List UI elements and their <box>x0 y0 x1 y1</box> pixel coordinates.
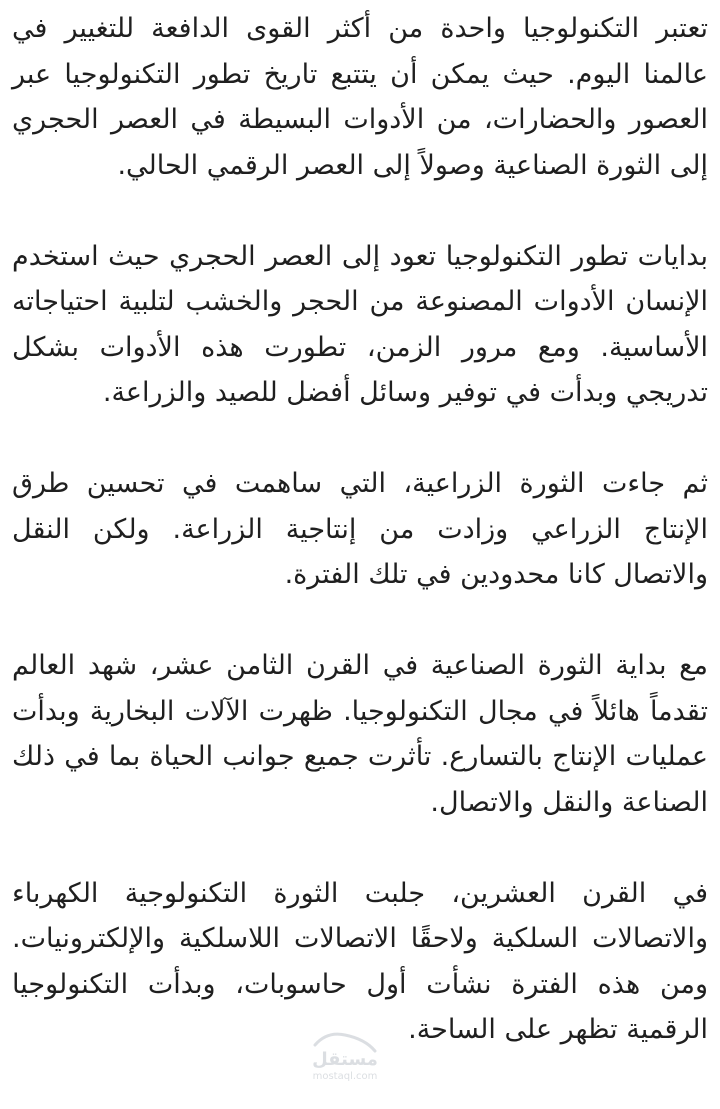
watermark-arabic-text: مستقل <box>312 1049 378 1070</box>
paragraph-industrial-revolution: مع بداية الثورة الصناعية في القرن الثامن عشر، شهد العالم تقدماً هائلاً في مجال التكنولوجيا. ظهرت الآلات البخارية وبدأت عمليات الإنتاج بالتسارع. تأثرت جميع جوانب الحياة بما في ذلك الصناعة والنقل والاتصال. <box>12 650 708 818</box>
paragraph-twentieth-century: في القرن العشرين، جلبت الثورة التكنولوجية الكهرباء والاتصالات السلكية ولاحقًا الاتصالات اللاسلكية والإلكترونيات. ومن هذه الفترة نشأت أول حاسوبات، وبدأت التكنولوجيا الرقمية تظهر على الساحة. <box>12 877 708 1045</box>
paragraph-agricultural-revolution: ثم جاءت الثورة الزراعية، التي ساهمت في تحسين طرق الإنتاج الزراعي وزادت من إنتاجية الزراعة. ولكن النقل والاتصال كانا محدودين في تلك الفترة. <box>12 468 708 590</box>
paragraph-stone-age: بدايات تطور التكنولوجيا تعود إلى العصر الحجري حيث استخدم الإنسان الأدوات المصنوعة من الحجر والخشب لتلبية احتياجاته الأساسية. ومع مرور الزمن، تطورت هذه الأدوات بشكل تدريجي وبدأت في توفير وسائل أفضل للصيد والزراعة. <box>12 240 708 408</box>
watermark-latin-text: mostaql.com <box>312 1071 378 1082</box>
paragraph-intro: تعتبر التكنولوجيا واحدة من أكثر القوى الدافعة للتغيير في عالمنا اليوم. حيث يمكن أن يتتبع تاريخ تطور التكنولوجيا عبر العصور والحضارات، من الأدوات البسيطة في العصر الحجري إلى الثورة الصناعية وصولاً إلى العصر الرقمي الحالي. <box>12 13 708 181</box>
